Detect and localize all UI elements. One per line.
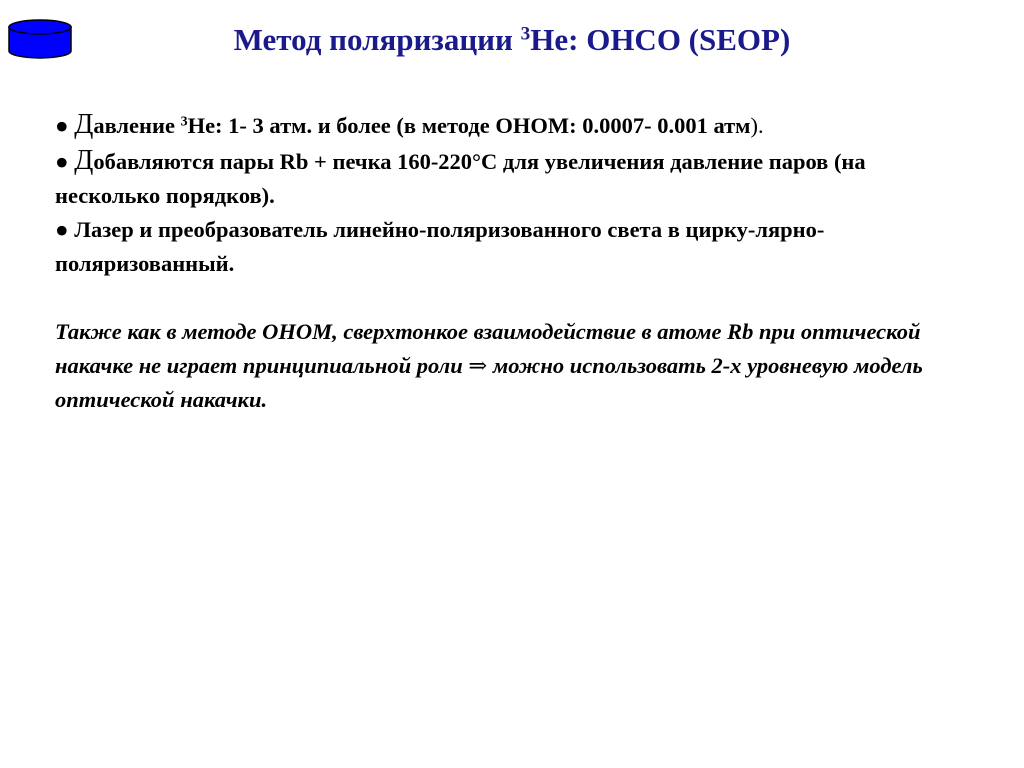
bullet-marker: ● [55, 113, 69, 138]
title-prefix: Метод поляризации [233, 22, 521, 57]
bullet-superscript: 3 [180, 114, 188, 130]
bullet-marker: ● [55, 149, 69, 174]
slide-body [55, 108, 975, 440]
title-suffix: He: ОНСО (SEOP) [530, 22, 791, 57]
title-superscript: 3 [520, 23, 531, 45]
bullet-marker: ● [55, 217, 69, 242]
bullet-text-b: He: 1- 3 атм. и более (в методе ОНОМ: 0.0007- 0.001 атм [187, 113, 751, 138]
bullet-laser [55, 213, 975, 281]
note-text-after: можно использовать 2-х уровневую модель оптической накачки. [55, 353, 923, 412]
bullet-text: Лазер и преобразователь линейно-поляризованного света в цирку-лярно-поляризованный. [55, 217, 825, 276]
bullet-tail: ). [750, 113, 764, 138]
bullet-rb-vapor [55, 144, 975, 213]
note-text-before: Также как в методе ОНОМ, сверхтонкое взаимодействие в атоме Rb при оптической накачке не играет принципиальной роли [55, 319, 921, 378]
bullet-text-a: авление [93, 113, 181, 138]
implies-arrow-icon: ⇒ [468, 353, 488, 378]
bullet-text: обавляются пары Rb + печка 160-220°С для увеличения давление паров (на несколько порядков). [55, 149, 866, 208]
bullet-pressure [55, 108, 975, 143]
bullet-initial: Д [74, 109, 94, 140]
bullet-initial: Д [74, 145, 94, 176]
slide-title [0, 22, 1024, 58]
italic-note [55, 315, 975, 417]
